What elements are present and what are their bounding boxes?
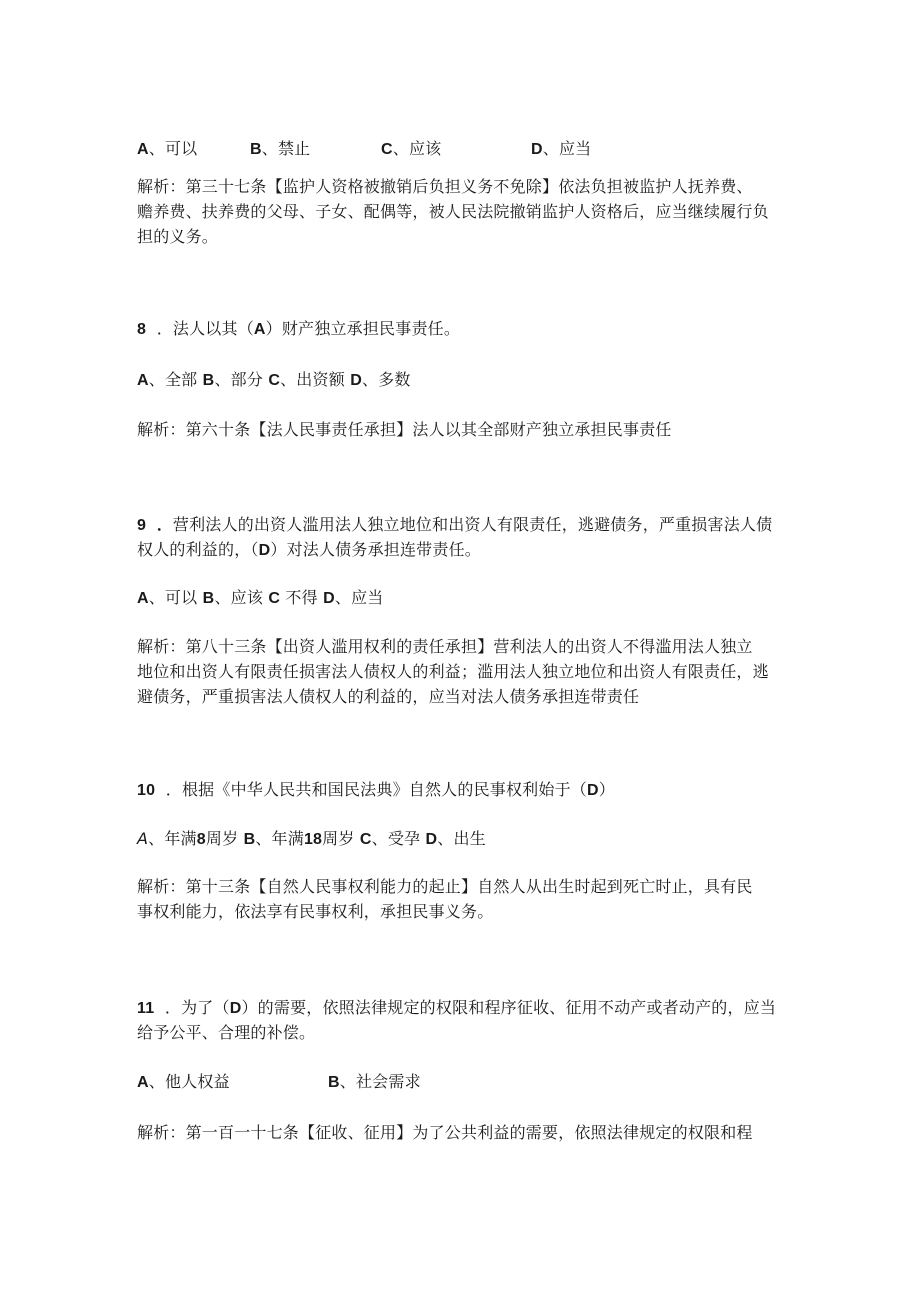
q11-option-a: A、他人权益 <box>137 1072 230 1091</box>
q8-explanation: 解析：第六十条【法人民事责任承担】法人以其全部财产独立承担民事责任 <box>137 420 672 439</box>
q11-answer: D <box>229 1000 242 1017</box>
q7-explanation-line-3: 担的义务。 <box>137 227 219 246</box>
q9-answer: D <box>258 542 271 559</box>
q11-stem-line-2: 给予公平、合理的补偿。 <box>137 1023 316 1042</box>
q7-option-b: B、禁止 <box>250 139 311 158</box>
q9-options <box>137 586 383 611</box>
q8-option-b: B、部分 <box>202 370 264 389</box>
q10-stem: 10 ．根据《中华人民共和国民法典》自然人的民事权利始于（D） <box>137 780 615 799</box>
q11-stem-line-1: 11 ．为了（D）的需要，依照法律规定的权限和程序征收、征用不动产或者动产的，应当 <box>137 998 777 1017</box>
q10-explanation-line-1: 解析：第十三条【自然人民事权利能力的起止】自然人从出生时起到死亡时止，具有民 <box>137 877 753 896</box>
q7-options <box>137 137 591 162</box>
q7-option-d: D、应当 <box>531 139 592 158</box>
q8-options <box>137 368 411 393</box>
q10-explanation-line-2: 事权利能力，依法享有民事权利，承担民事义务。 <box>137 902 494 921</box>
q9-explanation-line-1: 解析：第八十三条【出资人滥用权利的责任承担】营利法人的出资人不得滥用法人独立 <box>137 637 753 656</box>
q7-option-a: A、可以 <box>137 139 198 158</box>
q10-option-a: A、年满8周岁 <box>137 829 239 848</box>
q8-stem: 8 ．法人以其（A）财产独立承担民事责任。 <box>137 319 461 338</box>
q7-explanation-line-1: 解析：第三十七条【监护人资格被撤销后负担义务不免除】依法负担被监护人抚养费、 <box>137 177 753 196</box>
q10-number: 10 <box>137 782 156 799</box>
q8-option-d: D、多数 <box>350 370 411 389</box>
q9-stem-line-1: 9 ．营利法人的出资人滥用法人独立地位和出资人有限责任，逃避债务，严重损害法人债 <box>137 515 773 534</box>
q9-explanation-line-2: 地位和出资人有限责任损害法人债权人的利益；滥用法人独立地位和出资人有限责任，逃 <box>137 662 769 681</box>
q10-option-d: D、出生 <box>425 829 486 848</box>
q7-explanation-line-2: 赡养费、扶养费的父母、子女、配偶等，被人民法院撤销监护人资格后，应当继续履行负 <box>137 202 769 221</box>
q8-option-a: A、全部 <box>137 370 198 389</box>
q9-stem-line-2: 权人的利益的，（D）对法人债务承担连带责任。 <box>137 540 481 559</box>
q10-answer: D <box>586 782 599 799</box>
q9-option-b: B、应该 <box>202 588 264 607</box>
q11-option-b: B、社会需求 <box>328 1072 421 1091</box>
q11-options <box>137 1070 421 1095</box>
q9-number: 9 <box>137 517 147 534</box>
q7-option-c: C、应该 <box>381 139 442 158</box>
q9-option-c: C 不得 <box>268 588 318 607</box>
q11-number: 11 <box>137 1000 155 1017</box>
q8-number: 8 <box>137 321 147 338</box>
q10-option-b: B、年满18周岁 <box>243 829 355 848</box>
q10-option-c: C、受孕 <box>359 829 421 848</box>
q11-explanation: 解析：第一百一十七条【征收、征用】为了公共利益的需要，依照法律规定的权限和程 <box>137 1123 753 1142</box>
q8-option-c: C、出资额 <box>268 370 345 389</box>
q9-explanation-line-3: 避债务，严重损害法人债权人的利益的，应当对法人债务承担连带责任 <box>137 687 640 706</box>
q10-options <box>137 827 486 852</box>
q9-option-a: A、可以 <box>137 588 198 607</box>
q8-answer: A <box>253 321 266 338</box>
q9-option-d: D、应当 <box>323 588 384 607</box>
